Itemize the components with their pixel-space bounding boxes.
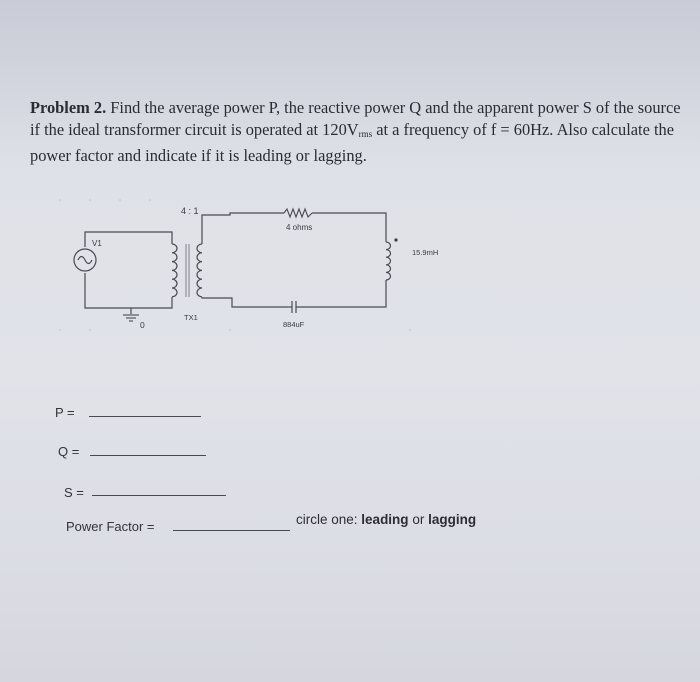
source-label: V1: [92, 239, 102, 248]
q-answer-blank[interactable]: [90, 455, 206, 456]
inductor-icon: [386, 242, 391, 280]
inductor-label: 15.9mH: [412, 248, 439, 257]
power-factor-answer-blank[interactable]: [173, 530, 290, 531]
s-answer-blank[interactable]: [92, 495, 226, 496]
ground-label: 0: [140, 320, 145, 330]
leading-option[interactable]: leading: [361, 512, 409, 527]
ac-source-icon: [74, 249, 96, 271]
rms-subscript: rms: [358, 129, 373, 139]
or-text: or: [412, 512, 425, 527]
problem-text-part2: at a frequency of f = 60Hz. Also calculate the power factor and indicate if it is leading or lagging.: [30, 120, 674, 165]
resistor-label: 4 ohms: [286, 223, 313, 232]
circle-prefix: circle one:: [296, 512, 358, 527]
polarity-dot-icon: [394, 238, 397, 241]
capacitor-icon: [288, 301, 300, 313]
q-label: Q =: [58, 444, 80, 459]
leading-lagging-prompt: [296, 512, 476, 527]
schematic-grid: [59, 199, 411, 331]
capacitor-label: 884uF: [283, 320, 305, 329]
p-label: P =: [55, 405, 75, 420]
s-label: S =: [64, 485, 84, 500]
transformer-primary-coil-icon: [172, 244, 177, 297]
resistor-icon: [284, 209, 312, 217]
problem-heading: Problem 2.: [30, 98, 107, 117]
turns-ratio-label: 4 : 1: [181, 206, 199, 216]
lagging-option[interactable]: lagging: [428, 512, 477, 527]
power-factor-label: Power Factor =: [66, 519, 155, 534]
ground-icon: [123, 315, 139, 321]
transformer-secondary-coil-icon: [197, 244, 202, 297]
p-answer-blank[interactable]: [89, 416, 201, 417]
transformer-label: TX1: [184, 313, 198, 322]
transformer-core-icon: [186, 244, 189, 297]
problem-text-part1: Find the average power P, the reactive power Q and the apparent power S of the source if the ideal transformer circuit is operated at 120V: [30, 98, 681, 139]
